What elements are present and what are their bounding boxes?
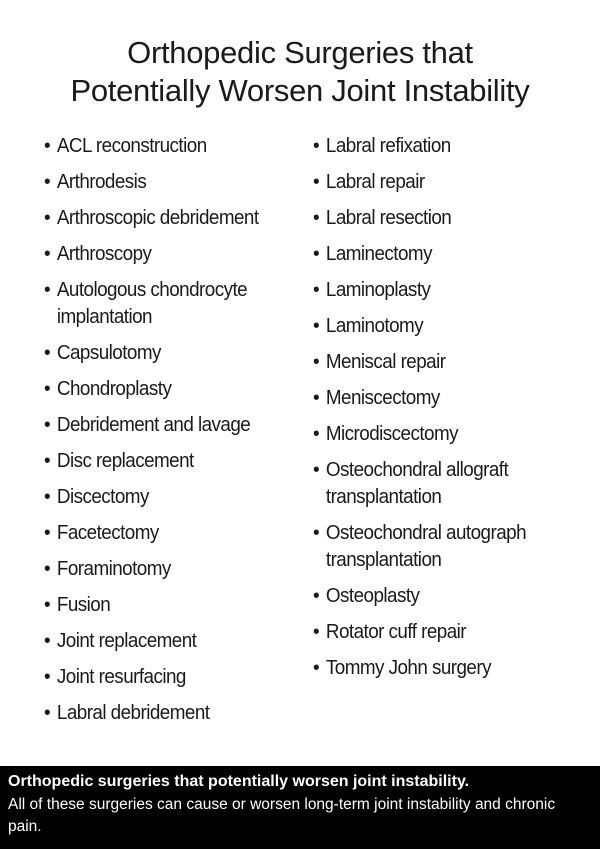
list-item: • Osteoplasty [313,582,571,609]
list-item: • Meniscectomy [313,384,571,411]
list-item: • Disc replacement [44,447,279,474]
list-item: • Meniscal repair [313,348,571,375]
list-item: • Discectomy [44,483,279,510]
list-item: • Arthroscopy [44,240,279,267]
list-item: • Labral debridement [44,699,279,726]
list-item: • Labral repair [313,168,571,195]
list-item: • Laminotomy [313,312,571,339]
list-item: • Labral refixation [313,132,571,159]
list-item: • Foraminotomy [44,555,279,582]
list-item: • Laminectomy [313,240,571,267]
list-item: • Joint resurfacing [44,663,279,690]
list-item: • ACL reconstruction [44,132,279,159]
list-item: • Laminoplasty [313,276,571,303]
page-title [0,34,600,110]
list-item: • Arthrodesis [44,168,279,195]
list-item: • Autologous chondrocyte implantation [44,276,279,330]
list-item: • Tommy John surgery [313,654,571,681]
list-item: • Debridement and lavage [44,411,279,438]
surgery-list-left [44,132,299,735]
caption-text: All of these surgeries can cause or worsen long-term joint instability and chronic pain. [8,796,556,835]
caption-title: Orthopedic surgeries that potentially worsen joint instability. [8,773,470,790]
list-item: • Capsulotomy [44,339,279,366]
list-item: • Microdiscectomy [313,420,571,447]
caption-bar [0,766,600,849]
list-item: • Facetectomy [44,519,279,546]
list-item: • Rotator cuff repair [313,618,571,645]
title-line-1: Orthopedic Surgeries that [127,35,473,70]
list-item: • Arthroscopic debridement [44,204,279,231]
list-item: • Labral resection [313,204,571,231]
list-item: • Osteochondral autograph transplantation [313,519,571,573]
list-item: • Chondroplasty [44,375,279,402]
list-item: • Fusion [44,591,279,618]
title-line-2: Potentially Worsen Joint Instability [70,73,530,108]
list-item: • Joint replacement [44,627,279,654]
list-item: • Osteochondral allograft transplantation [313,456,571,510]
surgery-list-right [313,132,593,690]
